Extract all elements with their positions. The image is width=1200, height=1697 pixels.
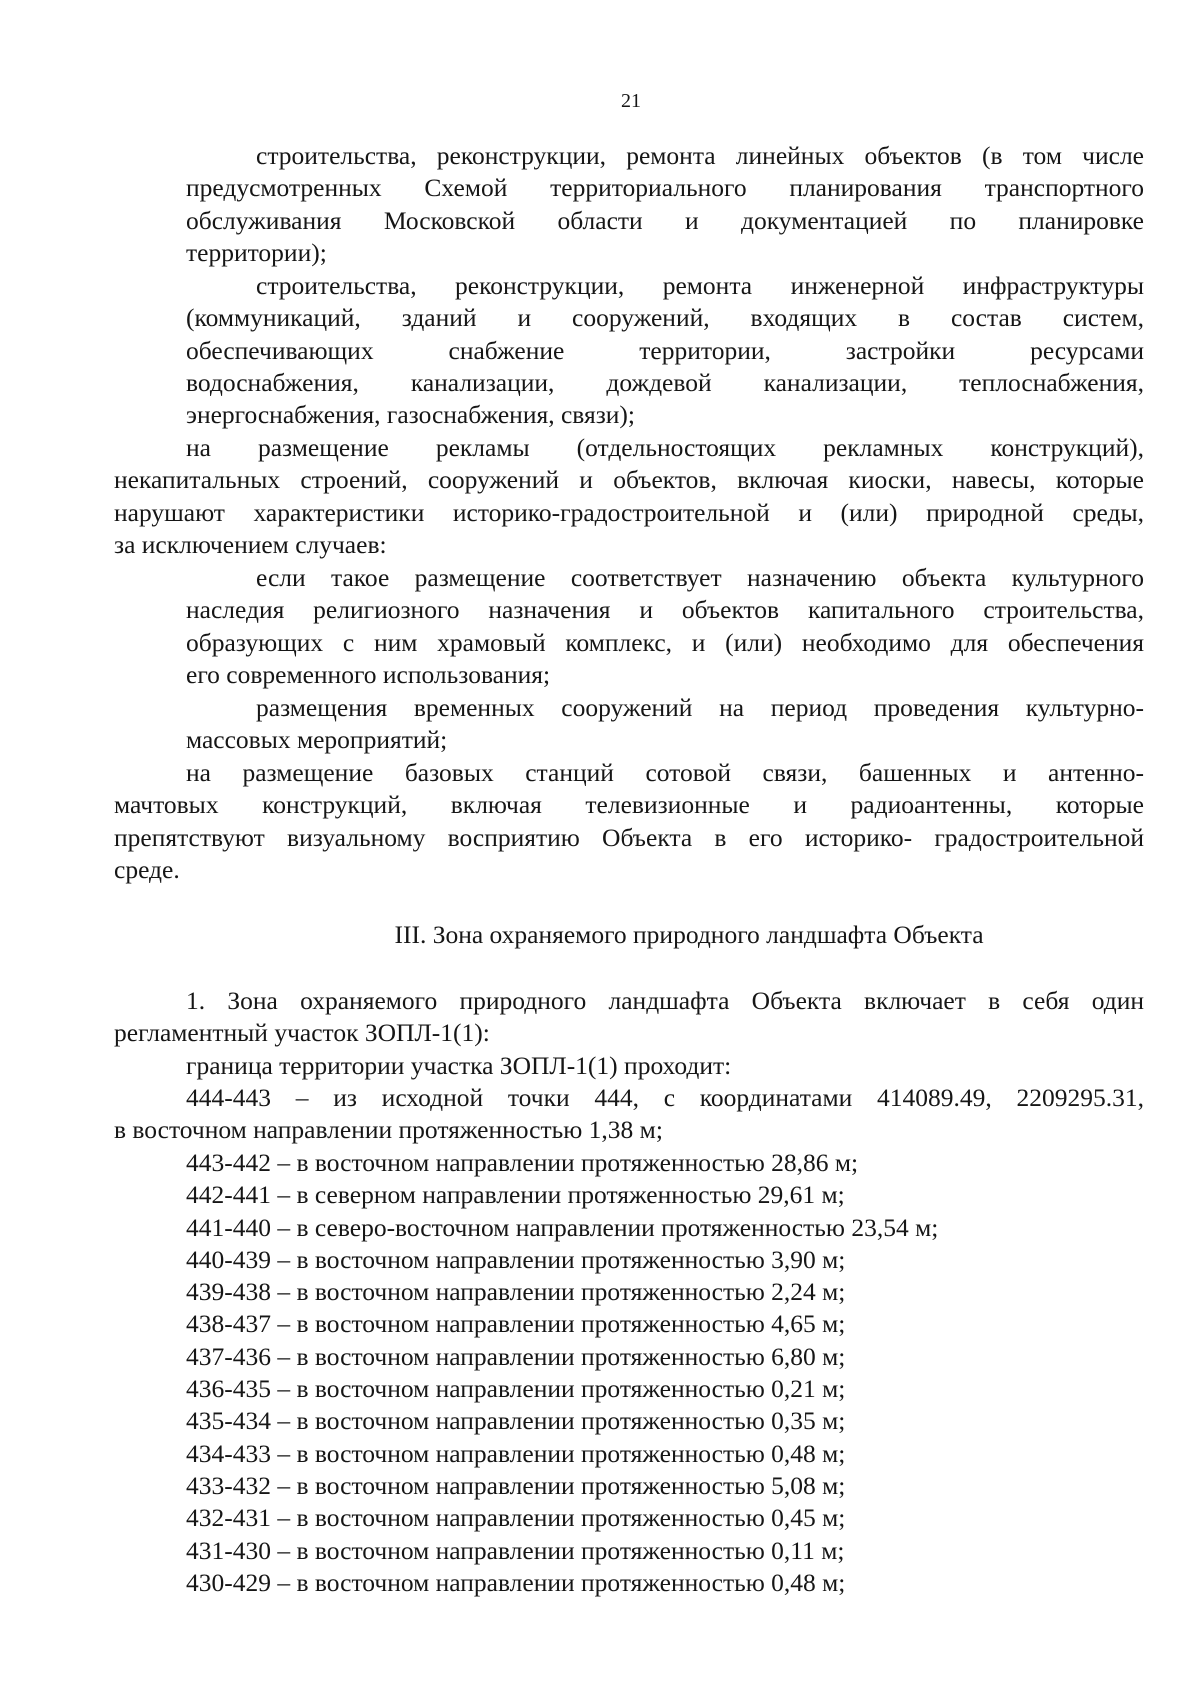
- text-line: 1. Зона охраняемого природного ландшафта Объекта включает в себя один: [186, 986, 1144, 1015]
- boundary-segment-line: 433-432 – в восточном направлении протяженностью 5,08 м;: [186, 1470, 846, 1500]
- boundary-segment-line: 436-435 – в восточном направлении протяженностью 0,21 м;: [186, 1374, 846, 1404]
- text-line: образующих с ним храмовый комплекс, и (или) необходимо для обеспечения: [186, 627, 1144, 657]
- boundary-segment-line: 441-440 – в северо-восточном направлении протяженностью 23,54 м;: [186, 1212, 939, 1242]
- boundary-segment-line: 438-437 – в восточном направлении протяженностью 4,65 м;: [186, 1309, 846, 1339]
- paragraph-advertising: [114, 432, 1144, 561]
- text-line: граница территории участка ЗОПЛ-1(1) проходит:: [186, 1051, 732, 1080]
- boundary-segment-line: 440-439 – в восточном направлении протяженностью 3,90 м;: [186, 1244, 846, 1274]
- text-line: препятствуют визуальному восприятию Объекта в его историко- градостроительной: [114, 822, 1144, 852]
- section-heading: [114, 919, 1144, 951]
- boundary-segment-line: 439-438 – в восточном направлении протяженностью 2,24 м;: [186, 1277, 846, 1307]
- text-line: водоснабжения, канализации, дождевой канализации, теплоснабжения,: [186, 367, 1144, 397]
- page-number: 21: [621, 90, 641, 112]
- paragraph-start-point: [114, 1082, 1144, 1147]
- text-line: строительства, реконструкции, ремонта инженерной инфраструктуры: [256, 271, 1144, 300]
- paragraph-linear-objects: [186, 140, 1144, 269]
- text-line: наследия религиозного назначения и объектов капитального строительства,: [186, 595, 1144, 625]
- boundary-segment-line: 431-430 – в восточном направлении протяженностью 0,11 м;: [186, 1535, 845, 1565]
- section-heading-text: III. Зона охраняемого природного ландшафта Объекта: [394, 920, 984, 949]
- boundary-segment-line: 430-429 – в восточном направлении протяженностью 0,48 м;: [186, 1567, 846, 1597]
- text-line: массовых мероприятий;: [186, 725, 448, 755]
- text-line: на размещение рекламы (отдельностоящих рекламных конструкций),: [186, 433, 1144, 462]
- boundary-segment-line: 434-433 – в восточном направлении протяженностью 0,48 м;: [186, 1438, 846, 1468]
- boundary-segment-line: 437-436 – в восточном направлении протяженностью 6,80 м;: [186, 1341, 846, 1371]
- text-line: в восточном направлении протяженностью 1,38 м;: [114, 1115, 663, 1145]
- boundary-segment-list: [186, 1147, 1144, 1599]
- boundary-intro: [186, 1050, 1144, 1082]
- text-line: предусмотренных Схемой территориального планирования транспортного: [186, 173, 1144, 203]
- paragraph-exception-religious: [186, 562, 1144, 691]
- text-line: за исключением случаев:: [114, 529, 387, 559]
- boundary-segment-line: 443-442 – в восточном направлении протяженностью 28,86 м;: [186, 1148, 859, 1177]
- paragraph-base-stations: [114, 757, 1144, 886]
- boundary-segment-line: 435-434 – в восточном направлении протяженностью 0,35 м;: [186, 1406, 846, 1436]
- text-line: (коммуникаций, зданий и сооружений, входящих в состав систем,: [186, 303, 1144, 333]
- paragraph-exception-temporary: [186, 692, 1144, 757]
- text-line: 444-443 – из исходной точки 444, с координатами 414089.49, 2209295.31,: [186, 1083, 1144, 1112]
- paragraph-zone-composition: [114, 985, 1144, 1050]
- paragraph-engineering-infrastructure: [186, 270, 1144, 431]
- text-line: регламентный участок ЗОПЛ-1(1):: [114, 1018, 490, 1048]
- text-line: его современного использования;: [186, 659, 551, 689]
- text-line: обеспечивающих снабжение территории, застройки ресурсами: [186, 335, 1144, 365]
- text-line: мачтовых конструкций, включая телевизионные и радиоантенны, которые: [114, 790, 1144, 820]
- text-line: некапитальных строений, сооружений и объектов, включая киоски, навесы, которые: [114, 465, 1144, 495]
- text-line: строительства, реконструкции, ремонта линейных объектов (в том числе: [256, 141, 1144, 170]
- text-line: энергоснабжения, газоснабжения, связи);: [186, 400, 635, 430]
- text-line: если такое размещение соответствует назначению объекта культурного: [256, 563, 1144, 592]
- text-line: на размещение базовых станций сотовой связи, башенных и антенно-: [186, 758, 1144, 787]
- boundary-segment-line: 442-441 – в северном направлении протяженностью 29,61 м;: [186, 1180, 845, 1210]
- text-line: размещения временных сооружений на период проведения культурно-: [256, 693, 1144, 722]
- boundary-segment-line: 432-431 – в восточном направлении протяженностью 0,45 м;: [186, 1503, 846, 1533]
- text-line: обслуживания Московской области и документацией по планировке: [186, 205, 1144, 235]
- text-line: среде.: [114, 854, 180, 884]
- text-line: нарушают характеристики историко-градостроительной и (или) природной среды,: [114, 497, 1144, 527]
- text-line: территории);: [186, 237, 327, 267]
